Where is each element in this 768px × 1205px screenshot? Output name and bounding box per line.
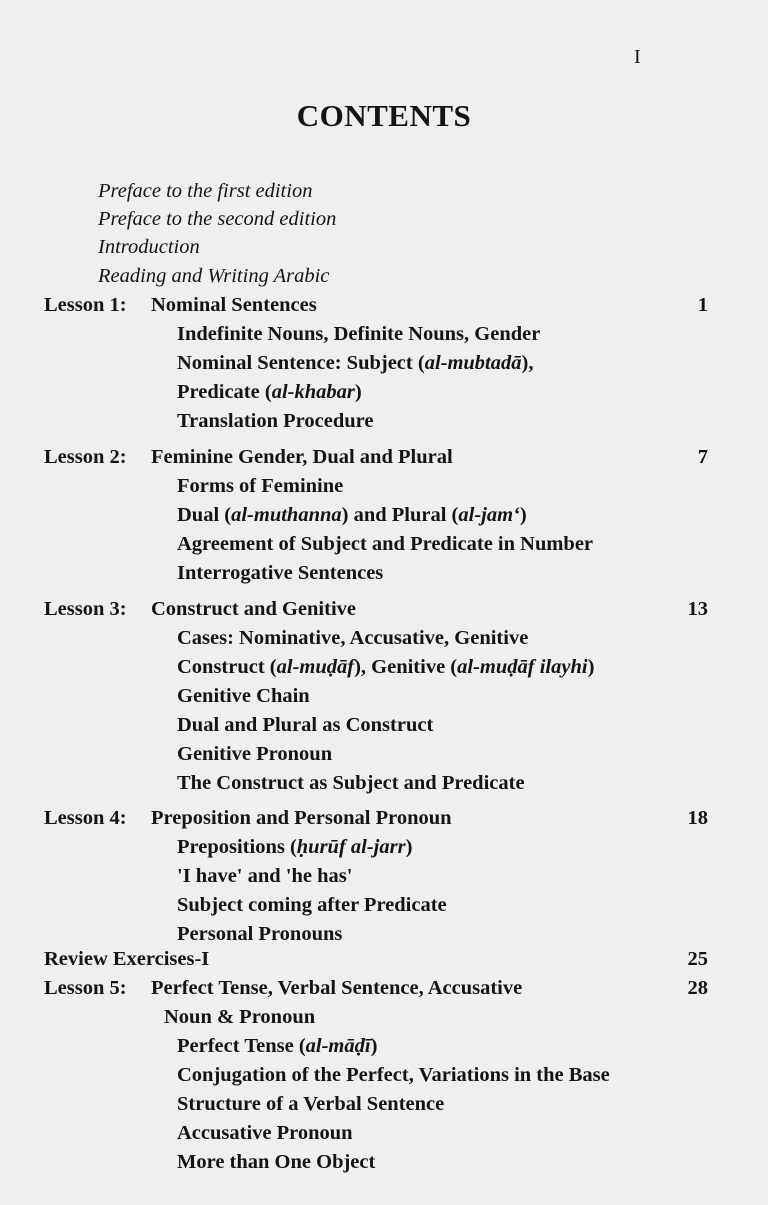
lesson-5-title-cont: Noun & Pronoun (164, 1006, 316, 1028)
lesson-4-topic-4: Personal Pronouns (177, 923, 343, 945)
lesson-2-topic-1: Forms of Feminine (177, 475, 344, 497)
page-title: CONTENTS (296, 98, 472, 133)
lesson-3-topic-6: The Construct as Subject and Predicate (177, 772, 525, 794)
lesson-5-topic-4: Accusative Pronoun (177, 1122, 353, 1144)
lesson-4-page: 18 (687, 807, 708, 829)
lesson-1-topic-4: Translation Procedure (177, 410, 374, 432)
lesson-label: Lesson 5: (44, 977, 127, 999)
lesson-4-topic-1: Prepositions (ḥurūf al-jarr) (177, 836, 413, 858)
toc-lesson-2[interactable] (44, 444, 453, 470)
lesson-3-topic-4: Dual and Plural as Construct (177, 714, 434, 736)
lesson-5-topic-5: More than One Object (177, 1151, 376, 1173)
lesson-3-topic-5: Genitive Pronoun (177, 743, 333, 765)
lesson-5-topic-1: Perfect Tense (al-māḍī) (177, 1035, 378, 1057)
lesson-3-page: 13 (687, 598, 708, 620)
toc-front-introduction[interactable]: Introduction (98, 236, 200, 258)
toc-front-reading-writing[interactable]: Reading and Writing Arabic (98, 265, 330, 287)
lesson-1-topic-2: Nominal Sentence: Subject (al-mubtadā), (177, 352, 534, 374)
lesson-1-topic-1: Indefinite Nouns, Definite Nouns, Gender (177, 323, 541, 345)
lesson-title: Construct and Genitive (151, 598, 356, 620)
lesson-4-topic-2: 'I have' and 'he has' (177, 865, 353, 887)
toc-lesson-1[interactable] (44, 292, 317, 318)
lesson-5-topic-2: Conjugation of the Perfect, Variations in the Base (177, 1064, 610, 1086)
lesson-3-topic-3: Genitive Chain (177, 685, 310, 707)
lesson-2-page: 7 (697, 446, 708, 468)
lesson-3-topic-1: Cases: Nominative, Accusative, Genitive (177, 627, 529, 649)
lesson-3-topic-2: Construct (al-muḍāf), Genitive (al-muḍāf ilayhi) (177, 656, 595, 678)
review-exercises-1-page: 25 (687, 948, 708, 970)
page-number: I (634, 46, 641, 68)
toc-front-preface-second[interactable]: Preface to the second edition (98, 208, 337, 230)
lesson-4-topic-3: Subject coming after Predicate (177, 894, 447, 916)
lesson-title: Perfect Tense, Verbal Sentence, Accusative (151, 977, 523, 999)
toc-front-preface-first[interactable]: Preface to the first edition (98, 180, 313, 202)
lesson-5-topic-3: Structure of a Verbal Sentence (177, 1093, 445, 1115)
lesson-label: Lesson 1: (44, 294, 127, 316)
lesson-1-page: 1 (697, 294, 708, 316)
lesson-1-topic-3: Predicate (al-khabar) (177, 381, 362, 403)
lesson-5-page: 28 (687, 977, 708, 999)
lesson-2-topic-3: Agreement of Subject and Predicate in Number (177, 533, 594, 555)
toc-lesson-5[interactable] (44, 975, 522, 1001)
toc-lesson-3[interactable] (44, 596, 356, 622)
toc-review-exercises-1[interactable]: Review Exercises-I (44, 948, 210, 970)
lesson-title: Nominal Sentences (151, 294, 317, 316)
lesson-title: Preposition and Personal Pronoun (151, 807, 452, 829)
lesson-title: Feminine Gender, Dual and Plural (151, 446, 453, 468)
lesson-label: Lesson 4: (44, 807, 127, 829)
toc-lesson-4[interactable] (44, 805, 452, 831)
lesson-label: Lesson 2: (44, 446, 127, 468)
lesson-label: Lesson 3: (44, 598, 127, 620)
lesson-2-topic-4: Interrogative Sentences (177, 562, 384, 584)
lesson-2-topic-2: Dual (al-muthanna) and Plural (al-jam‘) (177, 504, 527, 526)
